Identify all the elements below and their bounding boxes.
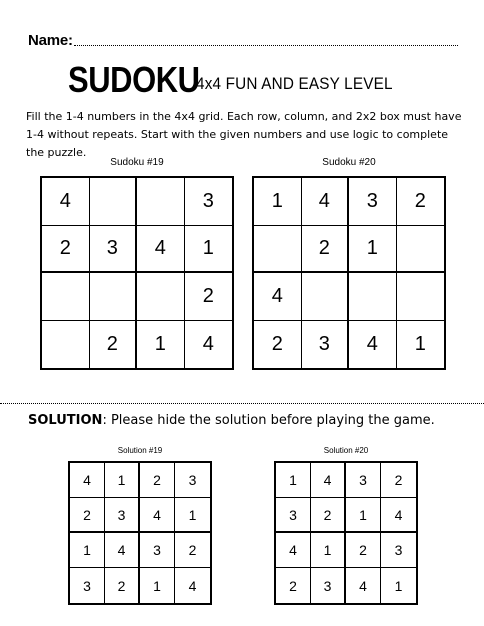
grid-cell: 1 bbox=[175, 498, 210, 533]
grid-cell: 4 bbox=[105, 533, 140, 568]
cut-line-divider bbox=[0, 403, 484, 404]
solution-19-caption: Solution #19 bbox=[117, 446, 163, 455]
page-subtitle: 4x4 FUN AND EASY LEVEL bbox=[196, 74, 393, 93]
grid-cell: 1 bbox=[311, 533, 346, 568]
grid-cell: 4 bbox=[349, 321, 397, 369]
grid-cell: 4 bbox=[202, 332, 214, 355]
grid-cell: 4 bbox=[140, 498, 175, 533]
grid-cell: 2 bbox=[185, 273, 233, 321]
solution-20-caption: Solution #20 bbox=[323, 446, 369, 455]
puzzle-19-grid bbox=[40, 176, 234, 370]
grid-cell: 3 bbox=[140, 533, 175, 568]
grid-cell: 4 bbox=[254, 273, 302, 321]
grid-cell: 1 bbox=[276, 463, 311, 498]
puzzle-19-caption: Sudoku #19 bbox=[110, 157, 164, 168]
grid-cell: 4 bbox=[70, 463, 105, 498]
grid-cell: 4 bbox=[188, 577, 197, 594]
grid-cell bbox=[90, 273, 138, 321]
page-title: SUDOKU bbox=[68, 59, 200, 100]
grid-cell: 4 bbox=[302, 178, 350, 226]
grid-cell: 3 bbox=[349, 178, 397, 226]
name-write-line bbox=[74, 45, 458, 46]
grid-cell bbox=[137, 178, 185, 226]
name-line bbox=[28, 32, 458, 54]
grid-cell: 4 bbox=[276, 533, 311, 568]
grid-cell: 2 bbox=[302, 226, 350, 274]
grid-cell: 3 bbox=[90, 226, 138, 274]
grid-cell: 3 bbox=[105, 498, 140, 533]
grid-cell: 2 bbox=[346, 533, 381, 568]
grid-cell: 4 bbox=[381, 498, 416, 533]
puzzle-20-grid bbox=[252, 176, 446, 370]
grid-cell: 3 bbox=[346, 463, 381, 498]
grid-cell: 2 bbox=[70, 498, 105, 533]
grid-cell: 2 bbox=[105, 568, 140, 603]
solution-19-grid bbox=[68, 461, 212, 605]
grid-cell: 2 bbox=[276, 568, 311, 603]
grid-cell bbox=[397, 226, 445, 274]
grid-cell: 3 bbox=[70, 568, 105, 603]
grid-cell: 2 bbox=[311, 498, 346, 533]
grid-cell: 3 bbox=[185, 178, 233, 226]
grid-cell: 2 bbox=[175, 533, 210, 568]
grid-cell bbox=[349, 273, 397, 321]
grid-cell: 4 bbox=[311, 463, 346, 498]
grid-cell: 4 bbox=[346, 568, 381, 603]
grid-cell bbox=[302, 273, 350, 321]
grid-cell bbox=[42, 321, 90, 369]
grid-cell: 2 bbox=[140, 463, 175, 498]
grid-cell: 1 bbox=[394, 577, 403, 594]
solution-heading bbox=[28, 412, 435, 430]
grid-cell bbox=[42, 273, 90, 321]
solution-note: : Please hide the solution before playing the game. bbox=[102, 413, 435, 428]
grid-cell: 1 bbox=[254, 178, 302, 226]
grid-cell: 2 bbox=[397, 178, 445, 226]
grid-cell: 3 bbox=[276, 498, 311, 533]
grid-cell: 3 bbox=[302, 321, 350, 369]
grid-cell: 1 bbox=[346, 498, 381, 533]
grid-cell: 1 bbox=[70, 533, 105, 568]
puzzle-20-caption: Sudoku #20 bbox=[322, 157, 376, 168]
grid-cell bbox=[90, 178, 138, 226]
grid-cell: 4 bbox=[42, 178, 90, 226]
solution-20-grid bbox=[274, 461, 418, 605]
grid-cell: 1 bbox=[349, 226, 397, 274]
grid-cell bbox=[254, 226, 302, 274]
solution-label: SOLUTION bbox=[28, 413, 103, 428]
grid-cell: 1 bbox=[137, 321, 185, 369]
grid-cell: 3 bbox=[175, 463, 210, 498]
grid-cell: 1 bbox=[140, 568, 175, 603]
grid-cell: 2 bbox=[381, 463, 416, 498]
grid-cell: 1 bbox=[414, 332, 426, 355]
name-label: Name: bbox=[28, 32, 73, 49]
grid-cell bbox=[397, 273, 445, 321]
grid-cell: 2 bbox=[90, 321, 138, 369]
grid-cell: 1 bbox=[105, 463, 140, 498]
grid-cell: 2 bbox=[42, 226, 90, 274]
instructions: Fill the 1-4 numbers in the 4x4 grid. Each row, column, and 2x2 box must have 1-4 without repeats. Start with the given numbers and use logic to complete the puzzle. bbox=[26, 110, 462, 159]
grid-cell: 2 bbox=[254, 321, 302, 369]
grid-cell: 3 bbox=[381, 533, 416, 568]
grid-cell: 1 bbox=[185, 226, 233, 274]
grid-cell: 4 bbox=[137, 226, 185, 274]
title-row bbox=[68, 59, 428, 102]
grid-cell: 3 bbox=[311, 568, 346, 603]
grid-cell bbox=[137, 273, 185, 321]
